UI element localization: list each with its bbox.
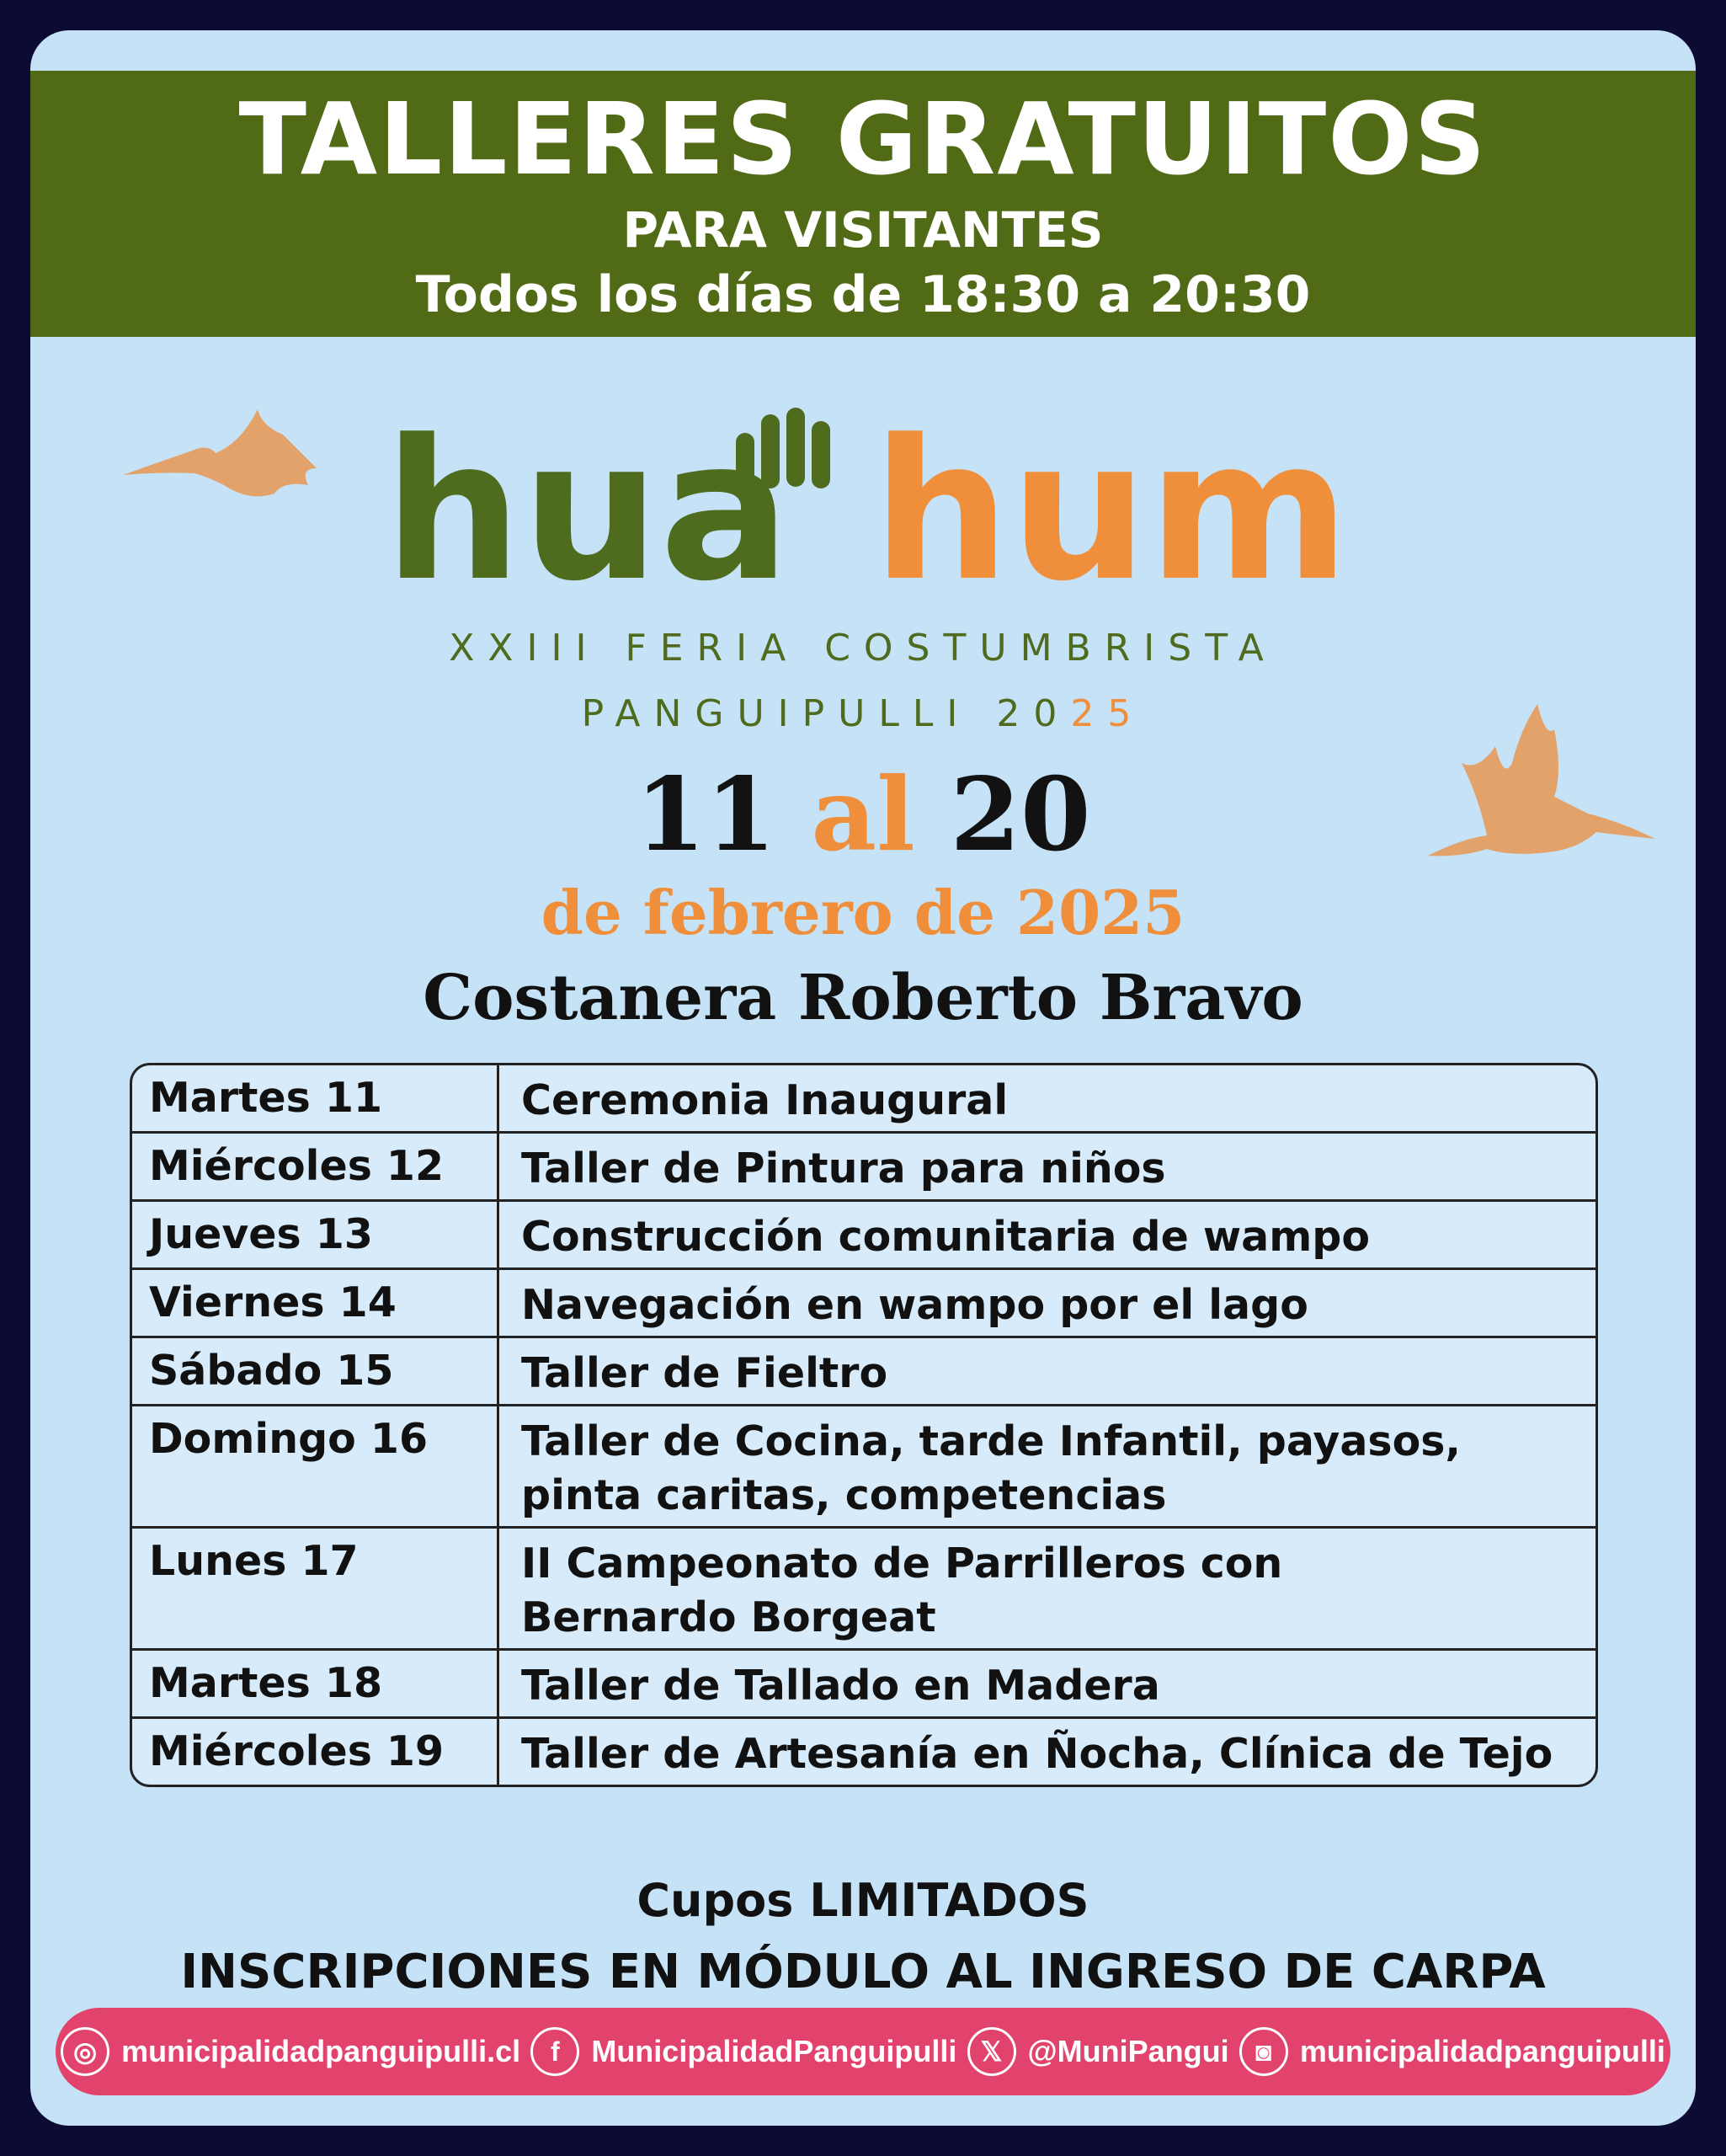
event-venue: Costanera Roberto Bravo [423,962,1303,1034]
schedule-activity-line: Taller de Artesanía en Ñocha, Clínica de Tejo [521,1730,1553,1778]
schedule-day: Domingo 16 [132,1406,499,1526]
table-row [132,1404,1595,1526]
schedule-activity-line: Taller de Tallado en Madera [521,1662,1160,1710]
social-link[interactable] [967,2027,1229,2076]
schedule-activity [499,1202,1595,1267]
social-link[interactable] [1239,2027,1665,2076]
globe-icon: ◎ [61,2027,109,2076]
schedule-activity-line: Construcción comunitaria de wampo [521,1213,1371,1261]
social-link[interactable] [61,2027,520,2076]
feria-location-year [30,692,1696,735]
social-bar [56,2008,1670,2095]
table-row [132,1065,1595,1131]
schedule-day: Miércoles 19 [132,1719,499,1785]
schedule-activity [499,1065,1595,1131]
social-link[interactable] [530,2027,956,2076]
schedule-day: Sábado 15 [132,1338,499,1404]
header-schedule: Todos los días de 18:30 a 20:30 [415,265,1311,324]
schedule-activity [499,1719,1595,1785]
schedule-activity-line: Taller de Cocina, tarde Infantil, payasos, [521,1417,1462,1465]
event-month-year: de febrero de 2025 [541,877,1185,948]
schedule-activity-line: II Campeonato de Parrilleros con [521,1540,1283,1588]
schedule-day: Jueves 13 [132,1202,499,1267]
schedule-activity-line: Navegación en wampo por el lago [521,1281,1308,1329]
date-end: 20 [950,755,1091,874]
logo-word-hum: hum [872,399,1350,611]
table-row [132,1716,1595,1785]
schedule-activity-line: pinta caritas, competencias [521,1471,1167,1519]
social-label: MunicipalidadPanguipulli [591,2034,957,2068]
registration-notice: INSCRIPCIONES EN MÓDULO AL INGRESO DE CARPA [180,1945,1546,1999]
feria-title: XXIII FERIA COSTUMBRISTA [449,627,1277,670]
table-row [132,1648,1595,1716]
header-banner [30,71,1696,337]
schedule-table [130,1063,1598,1787]
table-row [132,1131,1595,1199]
table-row [132,1336,1595,1404]
schedule-day: Miércoles 12 [132,1134,499,1199]
limited-spots-notice: Cupos LIMITADOS [637,1874,1089,1927]
header-subtitle: PARA VISITANTES [622,201,1104,259]
social-label: municipalidadpanguipulli.cl [121,2034,521,2068]
schedule-day: Martes 11 [132,1065,499,1131]
bird-illustration-left [115,392,333,536]
social-label: municipalidadpanguipulli [1299,2034,1665,2068]
instagram-icon: ◙ [1239,2027,1288,2076]
feria-location: PANGUIPULLI 20 [581,692,1071,735]
event-dates [30,755,1696,874]
schedule-activity-line: Ceremonia Inaugural [521,1076,1009,1124]
schedule-activity [499,1529,1595,1648]
logo-word-hua: hua [384,399,791,611]
schedule-activity-line: Taller de Pintura para niños [521,1145,1166,1193]
huahum-logo [384,392,1377,611]
schedule-activity [499,1406,1595,1526]
table-row [132,1267,1595,1336]
table-row [132,1199,1595,1267]
schedule-day: Martes 18 [132,1651,499,1716]
schedule-activity [499,1651,1595,1716]
schedule-activity [499,1270,1595,1336]
header-title: TALLERES GRATUITOS [238,81,1488,197]
schedule-day: Viernes 14 [132,1270,499,1336]
schedule-activity [499,1134,1595,1199]
x-icon: 𝕏 [967,2027,1016,2076]
schedule-activity-line: Taller de Fieltro [521,1349,888,1397]
schedule-activity-line: Bernardo Borgeat [521,1593,936,1641]
schedule-activity [499,1338,1595,1404]
feria-year-accent: 25 [1070,692,1145,735]
social-label: @MuniPangui [1027,2034,1229,2068]
table-row [132,1526,1595,1648]
schedule-day: Lunes 17 [132,1529,499,1648]
facebook-icon: f [530,2027,579,2076]
poster [30,30,1696,2126]
date-connector: al [811,755,915,874]
date-start: 11 [635,755,776,874]
